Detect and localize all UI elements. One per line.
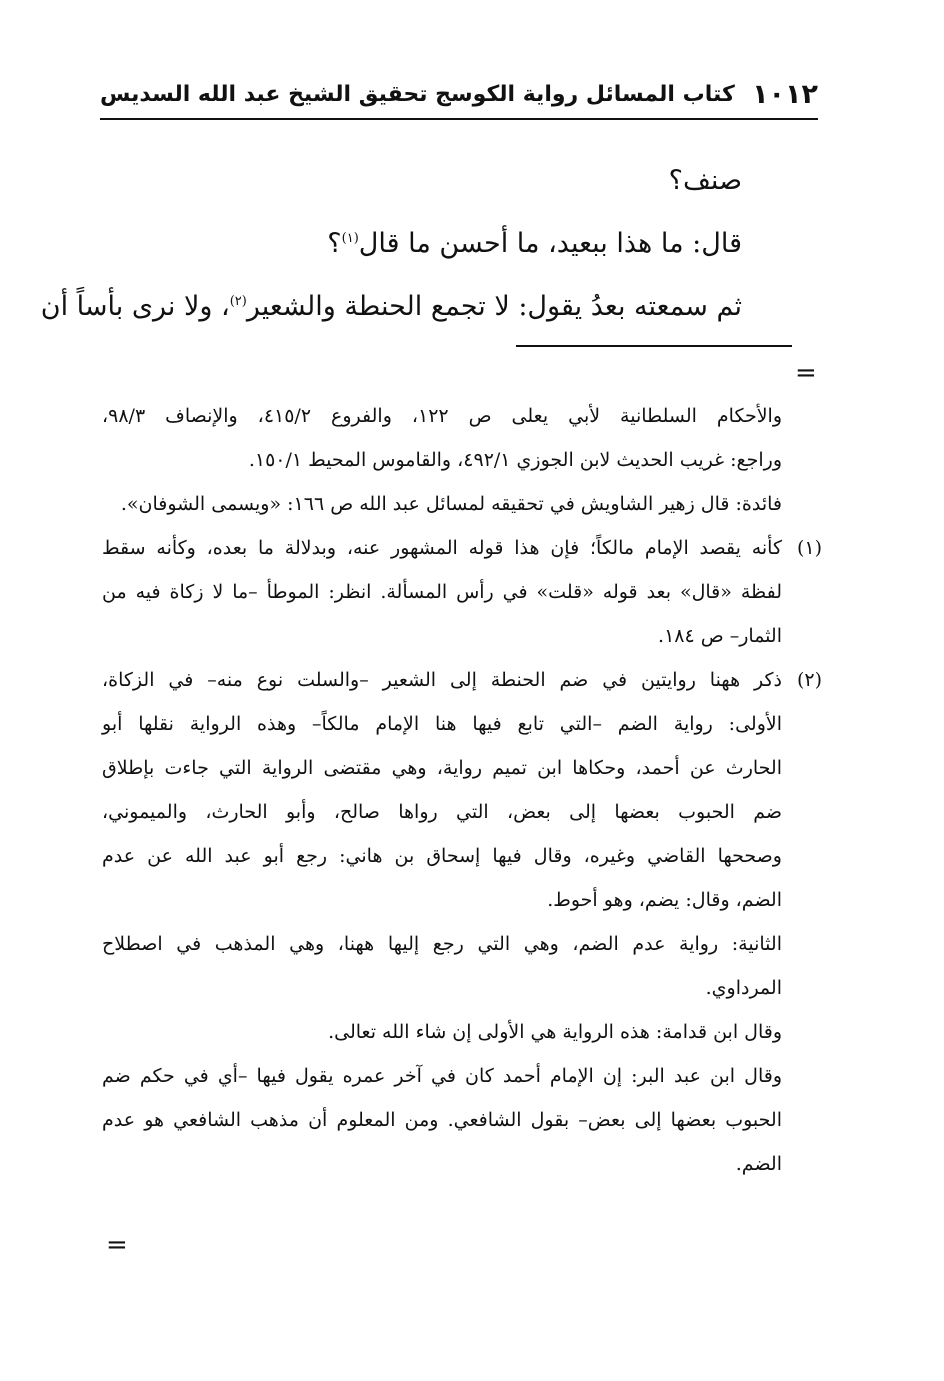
footnote-line: لفظة «قال» بعد قوله «قلت» في رأس المسألة. انظر: الموطأ –ما لا زكاة فيه من [102,581,782,603]
footnote-line: الضم. [735,1153,782,1175]
footnote-line: الضم، وقال: يضم، وهو أحوط. [547,889,782,911]
footnote-line: كأنه يقصد الإمام مالكاً؛ فإن هذا قوله المشهور عنه، وبدلالة ما بعده، وكأنه سقط [102,537,782,559]
footnote-line: ذكر ههنا روايتين في ضم الحنطة إلى الشعير –والسلت نوع منه– في الزكاة، [102,669,782,691]
footnote-line: الحبوب بعضها إلى بعض– بقول الشافعي. ومن المعلوم أن مذهب الشافعي هو عدم [102,1109,782,1131]
footnote-line: الثمار– ص ١٨٤. [658,625,782,647]
page-header [100,70,818,118]
continuation-mark-bottom: = [106,1230,128,1260]
footnote-ref-2[interactable]: (٢) [229,294,247,309]
main-text-line-2: قال: ما هذا ببعيد، ما أحسن ما قال [358,228,742,259]
main-text-line-3b: ، ولا نرى بأساً أن [40,291,230,322]
footnote-ref-1[interactable]: (١) [341,231,359,246]
main-line-3 [40,273,742,336]
footnote-line: المرداوي. [705,977,782,999]
footnote-number-2: (٢) [796,669,822,691]
footnote-line: وقال ابن قدامة: هذه الرواية هي الأولى إن شاء الله تعالى. [328,1021,782,1043]
header-rule [100,118,818,120]
main-text [40,152,742,336]
footnote-separator [516,345,792,347]
footnote-line: وقال ابن عبد البر: إن الإمام أحمد كان في آخر عمره يقول فيها –أي في حكم ضم [102,1065,782,1087]
page-number: ١٠١٢ [752,78,818,110]
main-line-2 [102,210,742,273]
footnote-line: الأولى: رواية الضم –التي تابع فيها هنا الإمام مالكاً– وهذه الرواية نقلها أبو [102,713,782,735]
main-text-line-3a: ثم سمعته بعدُ يقول: لا تجمع الحنطة والشعير [246,291,742,322]
main-text-line-1: صنف؟ [668,165,742,196]
footnote-number-1: (١) [796,537,822,559]
footnote-line: الثانية: رواية عدم الضم، وهي التي رجع إليها ههنا، وهي المذهب في اصطلاح [102,933,782,955]
main-text-line-2-end: ؟ [327,228,342,259]
footnote-line: وراجع: غريب الحديث لابن الجوزي ٤٩٢/١، والقاموس المحيط ١٥٠/١. [248,449,782,471]
running-title: كتاب المسائل رواية الكوسج تحقيق الشيخ عبد الله السديس [100,81,735,107]
footnote-continued [102,394,782,526]
footnote-2 [102,658,822,1186]
continuation-mark-top: = [795,358,817,388]
main-line-1 [102,152,742,210]
footnote-1 [102,526,822,658]
footnote-line: ضم الحبوب بعضها إلى بعض، التي رواها صالح، وأبو الحارث، والميموني، [102,801,782,823]
footnote-line: وصححها القاضي وغيره، وقال فيها إسحاق بن هاني: رجع أبو عبد الله عن عدم [102,845,782,867]
footnotes [102,394,822,1186]
footnote-line: والأحكام السلطانية لأبي يعلى ص ١٢٢، والفروع ٤١٥/٢، والإنصاف ٩٨/٣، [102,405,783,427]
footnote-line: فائدة: قال زهير الشاويش في تحقيقه لمسائل عبد الله ص ١٦٦: «ويسمى الشوفان». [120,493,782,515]
footnote-line: الحارث عن أحمد، وحكاها ابن تميم رواية، وهي مقتضى الرواية التي جاءت بإطلاق [102,757,782,779]
